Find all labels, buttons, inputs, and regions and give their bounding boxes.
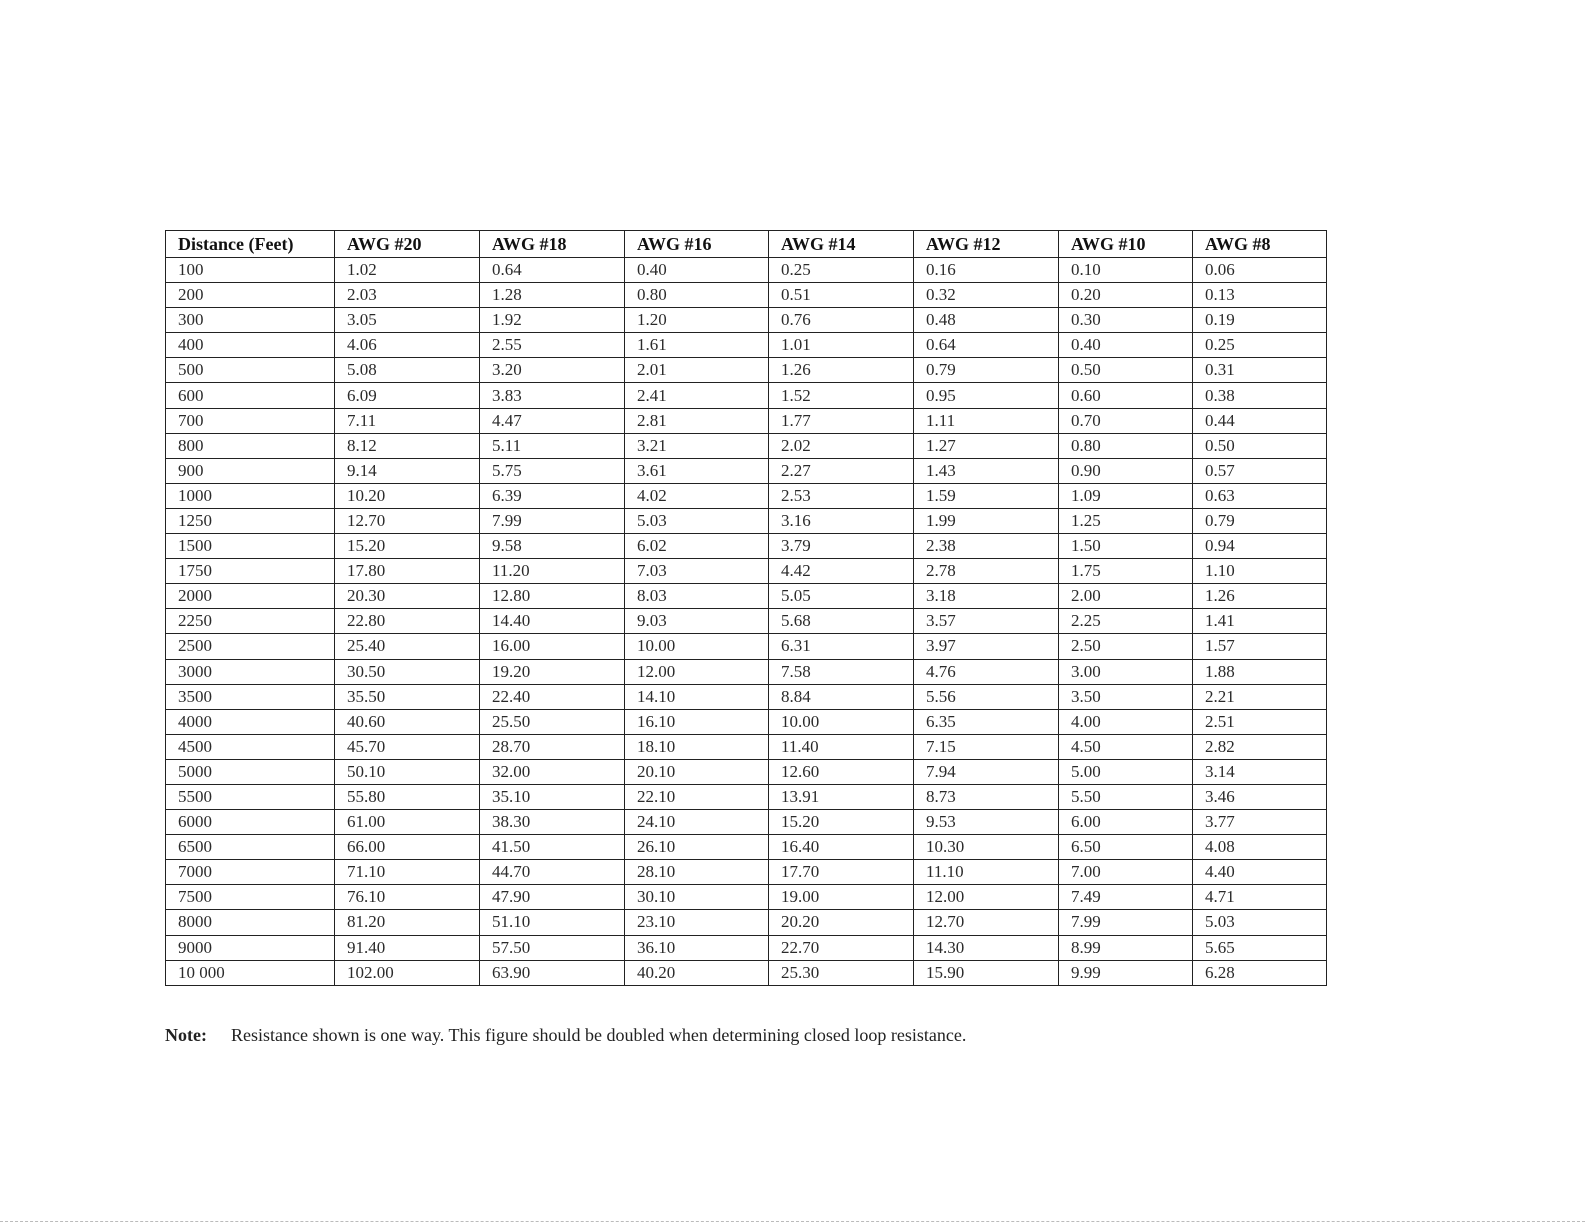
- resistance-cell: 3.57: [914, 609, 1059, 634]
- header-awg-14: AWG #14: [769, 231, 914, 258]
- table-row: [166, 534, 1327, 559]
- resistance-cell: 0.63: [1193, 483, 1327, 508]
- resistance-cell: 0.76: [769, 308, 914, 333]
- resistance-cell: 20.20: [769, 910, 914, 935]
- distance-cell: 1500: [166, 534, 335, 559]
- distance-cell: 500: [166, 358, 335, 383]
- resistance-cell: 41.50: [480, 835, 625, 860]
- resistance-cell: 10.30: [914, 835, 1059, 860]
- resistance-cell: 9.58: [480, 534, 625, 559]
- resistance-cell: 7.00: [1059, 860, 1193, 885]
- resistance-cell: 8.84: [769, 684, 914, 709]
- resistance-cell: 1.50: [1059, 534, 1193, 559]
- resistance-cell: 9.99: [1059, 960, 1193, 985]
- resistance-cell: 1.92: [480, 308, 625, 333]
- resistance-cell: 5.68: [769, 609, 914, 634]
- resistance-cell: 1.59: [914, 483, 1059, 508]
- resistance-cell: 2.01: [625, 358, 769, 383]
- resistance-cell: 0.51: [769, 283, 914, 308]
- resistance-cell: 2.02: [769, 433, 914, 458]
- resistance-cell: 25.30: [769, 960, 914, 985]
- resistance-cell: 22.10: [625, 784, 769, 809]
- resistance-cell: 0.20: [1059, 283, 1193, 308]
- resistance-cell: 0.50: [1059, 358, 1193, 383]
- resistance-cell: 2.00: [1059, 584, 1193, 609]
- resistance-cell: 4.76: [914, 659, 1059, 684]
- resistance-cell: 1.52: [769, 383, 914, 408]
- resistance-cell: 16.10: [625, 709, 769, 734]
- distance-cell: 4000: [166, 709, 335, 734]
- distance-cell: 10 000: [166, 960, 335, 985]
- resistance-cell: 0.38: [1193, 383, 1327, 408]
- distance-cell: 100: [166, 258, 335, 283]
- table-body: [166, 258, 1327, 986]
- table-row: [166, 860, 1327, 885]
- resistance-cell: 3.05: [335, 308, 480, 333]
- table-row: [166, 408, 1327, 433]
- resistance-cell: 0.60: [1059, 383, 1193, 408]
- resistance-cell: 5.03: [1193, 910, 1327, 935]
- resistance-cell: 15.20: [335, 534, 480, 559]
- resistance-cell: 3.46: [1193, 784, 1327, 809]
- resistance-cell: 7.15: [914, 734, 1059, 759]
- resistance-cell: 25.50: [480, 709, 625, 734]
- table-row: [166, 508, 1327, 533]
- resistance-cell: 3.79: [769, 534, 914, 559]
- distance-cell: 8000: [166, 910, 335, 935]
- resistance-cell: 81.20: [335, 910, 480, 935]
- resistance-cell: 1.11: [914, 408, 1059, 433]
- resistance-cell: 4.47: [480, 408, 625, 433]
- resistance-cell: 0.80: [1059, 433, 1193, 458]
- resistance-cell: 11.10: [914, 860, 1059, 885]
- header-awg-8: AWG #8: [1193, 231, 1327, 258]
- resistance-cell: 0.80: [625, 283, 769, 308]
- resistance-cell: 76.10: [335, 885, 480, 910]
- resistance-cell: 1.01: [769, 333, 914, 358]
- resistance-cell: 16.40: [769, 835, 914, 860]
- resistance-cell: 0.95: [914, 383, 1059, 408]
- resistance-cell: 28.10: [625, 860, 769, 885]
- resistance-cell: 12.00: [625, 659, 769, 684]
- resistance-cell: 5.03: [625, 508, 769, 533]
- resistance-cell: 2.51: [1193, 709, 1327, 734]
- resistance-cell: 5.75: [480, 458, 625, 483]
- table-row: [166, 433, 1327, 458]
- resistance-cell: 2.03: [335, 283, 480, 308]
- resistance-cell: 40.20: [625, 960, 769, 985]
- resistance-cell: 0.40: [1059, 333, 1193, 358]
- resistance-cell: 19.00: [769, 885, 914, 910]
- resistance-cell: 50.10: [335, 759, 480, 784]
- resistance-cell: 1.61: [625, 333, 769, 358]
- distance-cell: 9000: [166, 935, 335, 960]
- resistance-cell: 6.09: [335, 383, 480, 408]
- distance-cell: 200: [166, 283, 335, 308]
- resistance-cell: 24.10: [625, 810, 769, 835]
- page-bottom-divider: [0, 1221, 1585, 1222]
- resistance-cell: 12.70: [335, 508, 480, 533]
- resistance-cell: 4.42: [769, 559, 914, 584]
- resistance-cell: 45.70: [335, 734, 480, 759]
- resistance-cell: 5.08: [335, 358, 480, 383]
- resistance-cell: 20.10: [625, 759, 769, 784]
- resistance-cell: 1.57: [1193, 634, 1327, 659]
- resistance-cell: 22.80: [335, 609, 480, 634]
- resistance-cell: 0.50: [1193, 433, 1327, 458]
- resistance-cell: 71.10: [335, 860, 480, 885]
- resistance-cell: 0.90: [1059, 458, 1193, 483]
- resistance-cell: 8.03: [625, 584, 769, 609]
- resistance-cell: 4.06: [335, 333, 480, 358]
- resistance-cell: 16.00: [480, 634, 625, 659]
- resistance-cell: 0.10: [1059, 258, 1193, 283]
- table-row: [166, 634, 1327, 659]
- resistance-cell: 22.40: [480, 684, 625, 709]
- resistance-cell: 5.05: [769, 584, 914, 609]
- resistance-cell: 1.26: [1193, 584, 1327, 609]
- resistance-cell: 18.10: [625, 734, 769, 759]
- resistance-cell: 0.64: [914, 333, 1059, 358]
- resistance-cell: 1.26: [769, 358, 914, 383]
- table-row: [166, 910, 1327, 935]
- resistance-cell: 2.50: [1059, 634, 1193, 659]
- resistance-cell: 36.10: [625, 935, 769, 960]
- resistance-cell: 2.78: [914, 559, 1059, 584]
- resistance-cell: 1.10: [1193, 559, 1327, 584]
- resistance-cell: 30.50: [335, 659, 480, 684]
- distance-cell: 300: [166, 308, 335, 333]
- header-distance: Distance (Feet): [166, 231, 335, 258]
- resistance-cell: 15.20: [769, 810, 914, 835]
- resistance-cell: 25.40: [335, 634, 480, 659]
- resistance-cell: 4.40: [1193, 860, 1327, 885]
- resistance-cell: 5.56: [914, 684, 1059, 709]
- resistance-cell: 14.30: [914, 935, 1059, 960]
- table-row: [166, 283, 1327, 308]
- header-awg-12: AWG #12: [914, 231, 1059, 258]
- table-row: [166, 358, 1327, 383]
- resistance-cell: 4.08: [1193, 835, 1327, 860]
- table-row: [166, 659, 1327, 684]
- table-row: [166, 734, 1327, 759]
- distance-cell: 4500: [166, 734, 335, 759]
- resistance-cell: 14.40: [480, 609, 625, 634]
- resistance-cell: 7.11: [335, 408, 480, 433]
- table-row: [166, 835, 1327, 860]
- resistance-cell: 0.30: [1059, 308, 1193, 333]
- distance-cell: 700: [166, 408, 335, 433]
- resistance-cell: 2.55: [480, 333, 625, 358]
- table-row: [166, 960, 1327, 985]
- table-row: [166, 483, 1327, 508]
- distance-cell: 1000: [166, 483, 335, 508]
- resistance-cell: 91.40: [335, 935, 480, 960]
- resistance-cell: 3.00: [1059, 659, 1193, 684]
- note-text: Resistance shown is one way. This figure should be doubled when determining closed loop resistance.: [231, 1025, 967, 1045]
- resistance-cell: 7.94: [914, 759, 1059, 784]
- resistance-cell: 38.30: [480, 810, 625, 835]
- resistance-cell: 3.18: [914, 584, 1059, 609]
- resistance-cell: 2.38: [914, 534, 1059, 559]
- distance-cell: 2000: [166, 584, 335, 609]
- resistance-cell: 10.20: [335, 483, 480, 508]
- resistance-cell: 57.50: [480, 935, 625, 960]
- resistance-cell: 3.83: [480, 383, 625, 408]
- resistance-cell: 0.19: [1193, 308, 1327, 333]
- resistance-cell: 9.14: [335, 458, 480, 483]
- resistance-cell: 0.32: [914, 283, 1059, 308]
- resistance-cell: 2.82: [1193, 734, 1327, 759]
- resistance-cell: 6.35: [914, 709, 1059, 734]
- resistance-cell: 9.53: [914, 810, 1059, 835]
- distance-cell: 5000: [166, 759, 335, 784]
- resistance-cell: 66.00: [335, 835, 480, 860]
- table-header: [166, 231, 1327, 258]
- resistance-cell: 1.43: [914, 458, 1059, 483]
- resistance-cell: 1.25: [1059, 508, 1193, 533]
- resistance-cell: 0.25: [769, 258, 914, 283]
- resistance-cell: 61.00: [335, 810, 480, 835]
- resistance-cell: 5.11: [480, 433, 625, 458]
- table-note: [165, 1025, 966, 1046]
- resistance-cell: 40.60: [335, 709, 480, 734]
- resistance-cell: 0.64: [480, 258, 625, 283]
- resistance-cell: 6.39: [480, 483, 625, 508]
- table-row: [166, 308, 1327, 333]
- header-awg-10: AWG #10: [1059, 231, 1193, 258]
- resistance-cell: 30.10: [625, 885, 769, 910]
- resistance-cell: 6.00: [1059, 810, 1193, 835]
- resistance-cell: 28.70: [480, 734, 625, 759]
- resistance-cell: 10.00: [769, 709, 914, 734]
- resistance-cell: 0.13: [1193, 283, 1327, 308]
- resistance-cell: 0.31: [1193, 358, 1327, 383]
- resistance-cell: 2.25: [1059, 609, 1193, 634]
- resistance-cell: 2.27: [769, 458, 914, 483]
- table-row: [166, 559, 1327, 584]
- resistance-cell: 1.02: [335, 258, 480, 283]
- distance-cell: 3000: [166, 659, 335, 684]
- resistance-cell: 35.50: [335, 684, 480, 709]
- resistance-cell: 4.02: [625, 483, 769, 508]
- table-row: [166, 810, 1327, 835]
- resistance-cell: 4.00: [1059, 709, 1193, 734]
- resistance-cell: 5.50: [1059, 784, 1193, 809]
- resistance-cell: 2.21: [1193, 684, 1327, 709]
- table-row: [166, 709, 1327, 734]
- resistance-cell: 3.14: [1193, 759, 1327, 784]
- resistance-cell: 6.28: [1193, 960, 1327, 985]
- note-label: Note:: [165, 1025, 207, 1045]
- table-row: [166, 784, 1327, 809]
- resistance-cell: 3.16: [769, 508, 914, 533]
- header-awg-16: AWG #16: [625, 231, 769, 258]
- resistance-cell: 51.10: [480, 910, 625, 935]
- distance-cell: 1750: [166, 559, 335, 584]
- resistance-cell: 47.90: [480, 885, 625, 910]
- resistance-cell: 0.40: [625, 258, 769, 283]
- resistance-cell: 0.16: [914, 258, 1059, 283]
- distance-cell: 7500: [166, 885, 335, 910]
- distance-cell: 6000: [166, 810, 335, 835]
- distance-cell: 400: [166, 333, 335, 358]
- resistance-cell: 2.81: [625, 408, 769, 433]
- wire-resistance-table: [165, 230, 1327, 986]
- resistance-cell: 7.58: [769, 659, 914, 684]
- resistance-cell: 1.20: [625, 308, 769, 333]
- table-header-row: [166, 231, 1327, 258]
- resistance-cell: 20.30: [335, 584, 480, 609]
- resistance-cell: 19.20: [480, 659, 625, 684]
- table-row: [166, 885, 1327, 910]
- resistance-cell: 35.10: [480, 784, 625, 809]
- resistance-cell: 0.79: [914, 358, 1059, 383]
- resistance-cell: 13.91: [769, 784, 914, 809]
- table-row: [166, 684, 1327, 709]
- distance-cell: 900: [166, 458, 335, 483]
- resistance-cell: 44.70: [480, 860, 625, 885]
- resistance-cell: 7.99: [1059, 910, 1193, 935]
- resistance-cell: 32.00: [480, 759, 625, 784]
- resistance-cell: 0.48: [914, 308, 1059, 333]
- resistance-cell: 17.70: [769, 860, 914, 885]
- resistance-cell: 2.53: [769, 483, 914, 508]
- resistance-cell: 1.77: [769, 408, 914, 433]
- table-row: [166, 458, 1327, 483]
- resistance-cell: 5.00: [1059, 759, 1193, 784]
- resistance-cell: 6.02: [625, 534, 769, 559]
- resistance-cell: 11.20: [480, 559, 625, 584]
- resistance-cell: 14.10: [625, 684, 769, 709]
- distance-cell: 7000: [166, 860, 335, 885]
- distance-cell: 6500: [166, 835, 335, 860]
- resistance-cell: 0.94: [1193, 534, 1327, 559]
- resistance-cell: 15.90: [914, 960, 1059, 985]
- resistance-cell: 0.57: [1193, 458, 1327, 483]
- resistance-cell: 1.28: [480, 283, 625, 308]
- resistance-cell: 1.27: [914, 433, 1059, 458]
- distance-cell: 5500: [166, 784, 335, 809]
- resistance-cell: 22.70: [769, 935, 914, 960]
- resistance-cell: 8.73: [914, 784, 1059, 809]
- resistance-cell: 63.90: [480, 960, 625, 985]
- resistance-cell: 55.80: [335, 784, 480, 809]
- resistance-cell: 0.25: [1193, 333, 1327, 358]
- resistance-cell: 102.00: [335, 960, 480, 985]
- resistance-cell: 6.31: [769, 634, 914, 659]
- header-awg-18: AWG #18: [480, 231, 625, 258]
- resistance-cell: 3.77: [1193, 810, 1327, 835]
- resistance-cell: 1.41: [1193, 609, 1327, 634]
- resistance-cell: 7.03: [625, 559, 769, 584]
- distance-cell: 1250: [166, 508, 335, 533]
- distance-cell: 800: [166, 433, 335, 458]
- resistance-cell: 23.10: [625, 910, 769, 935]
- resistance-cell: 2.41: [625, 383, 769, 408]
- resistance-cell: 3.61: [625, 458, 769, 483]
- resistance-cell: 8.12: [335, 433, 480, 458]
- resistance-cell: 17.80: [335, 559, 480, 584]
- resistance-cell: 7.49: [1059, 885, 1193, 910]
- resistance-cell: 6.50: [1059, 835, 1193, 860]
- resistance-cell: 0.70: [1059, 408, 1193, 433]
- resistance-cell: 11.40: [769, 734, 914, 759]
- resistance-cell: 12.00: [914, 885, 1059, 910]
- distance-cell: 600: [166, 383, 335, 408]
- resistance-cell: 0.44: [1193, 408, 1327, 433]
- resistance-cell: 10.00: [625, 634, 769, 659]
- resistance-cell: 12.70: [914, 910, 1059, 935]
- table-row: [166, 935, 1327, 960]
- table-row: [166, 609, 1327, 634]
- table-row: [166, 333, 1327, 358]
- table-row: [166, 759, 1327, 784]
- resistance-cell: 7.99: [480, 508, 625, 533]
- resistance-cell: 8.99: [1059, 935, 1193, 960]
- resistance-cell: 0.06: [1193, 258, 1327, 283]
- resistance-cell: 12.80: [480, 584, 625, 609]
- distance-cell: 2500: [166, 634, 335, 659]
- resistance-cell: 3.21: [625, 433, 769, 458]
- resistance-cell: 1.99: [914, 508, 1059, 533]
- resistance-cell: 5.65: [1193, 935, 1327, 960]
- resistance-cell: 1.75: [1059, 559, 1193, 584]
- resistance-cell: 0.79: [1193, 508, 1327, 533]
- resistance-cell: 3.50: [1059, 684, 1193, 709]
- distance-cell: 2250: [166, 609, 335, 634]
- resistance-cell: 1.09: [1059, 483, 1193, 508]
- header-awg-20: AWG #20: [335, 231, 480, 258]
- table-row: [166, 258, 1327, 283]
- table-row: [166, 383, 1327, 408]
- resistance-cell: 3.20: [480, 358, 625, 383]
- resistance-cell: 4.50: [1059, 734, 1193, 759]
- resistance-cell: 4.71: [1193, 885, 1327, 910]
- resistance-cell: 26.10: [625, 835, 769, 860]
- resistance-cell: 1.88: [1193, 659, 1327, 684]
- distance-cell: 3500: [166, 684, 335, 709]
- resistance-cell: 3.97: [914, 634, 1059, 659]
- resistance-cell: 9.03: [625, 609, 769, 634]
- table-row: [166, 584, 1327, 609]
- resistance-cell: 12.60: [769, 759, 914, 784]
